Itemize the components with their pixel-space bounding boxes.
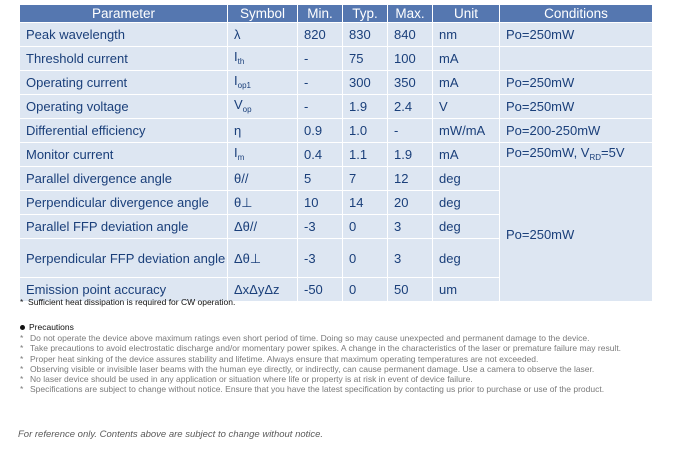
typ-cell: 0	[342, 214, 387, 238]
typ-cell: 1.0	[342, 118, 387, 142]
precaution-text: Do not operate the device above maximum ratings even short period of time. Doing so may cause unexpected and permanent damage to the device.	[30, 333, 590, 343]
spec-table	[20, 5, 652, 301]
min-cell: -50	[297, 277, 342, 301]
param-cell: Differential efficiency	[20, 118, 227, 142]
typ-cell: 0	[342, 277, 387, 301]
asterisk-icon: *	[20, 297, 24, 307]
max-cell: 350	[387, 70, 432, 94]
condition-cell: Po=250mW	[499, 94, 652, 118]
typ-cell: 0	[342, 238, 387, 277]
asterisk-icon: *	[20, 384, 24, 395]
list-item	[20, 354, 621, 364]
min-cell: 0.9	[297, 118, 342, 142]
asterisk-icon: *	[20, 363, 24, 374]
unit-cell: V	[432, 94, 499, 118]
precautions-list	[20, 333, 621, 395]
footer-disclaimer: For reference only. Contents above are subject to change without notice.	[18, 429, 324, 440]
bullet-icon	[20, 325, 25, 330]
max-cell: 2.4	[387, 94, 432, 118]
symbol-subscript: op1	[237, 80, 251, 90]
typ-cell: 300	[342, 70, 387, 94]
typ-cell: 7	[342, 166, 387, 190]
unit-cell: mA	[432, 70, 499, 94]
precaution-text: No laser device should be used in any application or situation where life or property is at risk in event of device failure.	[30, 374, 473, 385]
unit-cell: deg	[432, 190, 499, 214]
symbol-cell: Δθ⊥	[227, 238, 297, 277]
max-cell: -	[387, 118, 432, 142]
merged-condition-cell: Po=250mW	[499, 166, 652, 301]
param-cell: Threshold current	[20, 46, 227, 70]
max-cell: 12	[387, 166, 432, 190]
condition-text: Po=250mW, V	[506, 144, 590, 160]
min-cell: -	[297, 70, 342, 94]
symbol-cell: ΔxΔyΔz	[227, 277, 297, 301]
header-parameter: Parameter	[20, 5, 227, 22]
header-conditions: Conditions	[499, 5, 652, 22]
condition-tail: =5V	[601, 144, 625, 160]
symbol-cell	[227, 70, 297, 94]
max-cell: 20	[387, 190, 432, 214]
asterisk-icon: *	[20, 374, 24, 385]
typ-cell: 1.9	[342, 94, 387, 118]
heat-dissipation-note	[20, 297, 235, 307]
list-item	[20, 364, 621, 374]
list-item	[20, 333, 621, 343]
max-cell: 3	[387, 214, 432, 238]
param-cell: Parallel divergence angle	[20, 166, 227, 190]
asterisk-icon: *	[20, 343, 24, 354]
symbol-cell: θ⊥	[227, 190, 297, 214]
table-row	[20, 142, 652, 166]
condition-cell: Po=250mW	[499, 22, 652, 46]
param-cell: Operating voltage	[20, 94, 227, 118]
min-cell: 820	[297, 22, 342, 46]
unit-cell: deg	[432, 166, 499, 190]
min-cell: -	[297, 46, 342, 70]
symbol-text: I	[234, 72, 238, 88]
param-cell: Operating current	[20, 70, 227, 94]
symbol-cell: Δθ//	[227, 214, 297, 238]
param-cell: Monitor current	[20, 142, 227, 166]
min-cell: 5	[297, 166, 342, 190]
symbol-cell	[227, 22, 297, 46]
unit-cell: nm	[432, 22, 499, 46]
typ-cell: 14	[342, 190, 387, 214]
table-row	[20, 70, 652, 94]
param-cell: Peak wavelength	[20, 22, 227, 46]
symbol-text: V	[234, 96, 243, 112]
symbol-text: η	[234, 123, 242, 138]
precaution-text: Observing visible or invisible laser beams with the human eye directly, or indirectly, can cause permanent damage. Use a camera to observe the laser.	[30, 363, 595, 374]
note-text: Sufficient heat dissipation is required for CW operation.	[28, 297, 236, 307]
header-unit: Unit	[432, 5, 499, 22]
typ-cell: 830	[342, 22, 387, 46]
header-typ: Typ.	[342, 5, 387, 22]
min-cell: -3	[297, 238, 342, 277]
unit-cell: um	[432, 277, 499, 301]
condition-cell	[499, 46, 652, 70]
precautions-section	[20, 322, 621, 395]
param-cell: Emission point accuracy	[20, 277, 227, 301]
symbol-text: λ	[234, 27, 241, 42]
table-header-row	[20, 5, 652, 22]
symbol-cell	[227, 94, 297, 118]
table-row	[20, 94, 652, 118]
symbol-subscript: th	[237, 56, 245, 66]
precaution-text: Proper heat sinking of the device assures stability and lifetime. Always ensure that maximum operating temperatures are not exceeded.	[30, 353, 539, 364]
header-min: Min.	[297, 5, 342, 22]
asterisk-icon: *	[20, 333, 24, 343]
condition-cell: Po=250mW	[499, 70, 652, 94]
param-cell: Perpendicular FFP deviation angle	[20, 238, 227, 277]
asterisk-icon: *	[20, 353, 24, 364]
unit-cell: deg	[432, 214, 499, 238]
table-row	[20, 118, 652, 142]
list-item	[20, 343, 621, 353]
unit-cell: mW/mA	[432, 118, 499, 142]
precautions-title-row	[20, 322, 621, 332]
condition-cell: Po=200-250mW	[499, 118, 652, 142]
param-cell: Parallel FFP deviation angle	[20, 214, 227, 238]
list-item	[20, 374, 621, 384]
typ-cell: 1.1	[342, 142, 387, 166]
list-item	[20, 384, 621, 394]
symbol-subscript: m	[237, 152, 245, 162]
param-cell: Perpendicular divergence angle	[20, 190, 227, 214]
max-cell: 50	[387, 277, 432, 301]
max-cell: 840	[387, 22, 432, 46]
symbol-cell	[227, 142, 297, 166]
max-cell: 100	[387, 46, 432, 70]
condition-cell	[499, 142, 652, 166]
symbol-cell: θ//	[227, 166, 297, 190]
precaution-text: Specifications are subject to change without notice. Ensure that you have the latest specification by contacting us prior to purchase or use of the product.	[30, 384, 605, 395]
precaution-text: Take precautions to avoid electrostatic discharge and/or momentary power spikes. A change in the characteristics of the laser or premature failure may result.	[30, 343, 622, 354]
symbol-text: I	[234, 144, 238, 160]
min-cell: -	[297, 94, 342, 118]
max-cell: 3	[387, 238, 432, 277]
unit-cell: mA	[432, 142, 499, 166]
min-cell: 0.4	[297, 142, 342, 166]
symbol-text: I	[234, 48, 238, 64]
min-cell: 10	[297, 190, 342, 214]
header-max: Max.	[387, 5, 432, 22]
header-symbol: Symbol	[227, 5, 297, 22]
typ-cell: 75	[342, 46, 387, 70]
symbol-cell	[227, 118, 297, 142]
unit-cell: deg	[432, 238, 499, 277]
condition-subscript: RD	[589, 152, 602, 162]
table-row	[20, 166, 652, 190]
symbol-subscript: op	[242, 104, 252, 114]
unit-cell: mA	[432, 46, 499, 70]
symbol-cell	[227, 46, 297, 70]
max-cell: 1.9	[387, 142, 432, 166]
min-cell: -3	[297, 214, 342, 238]
table-row	[20, 46, 652, 70]
precautions-title: Precautions	[29, 322, 74, 332]
table-row	[20, 22, 652, 46]
